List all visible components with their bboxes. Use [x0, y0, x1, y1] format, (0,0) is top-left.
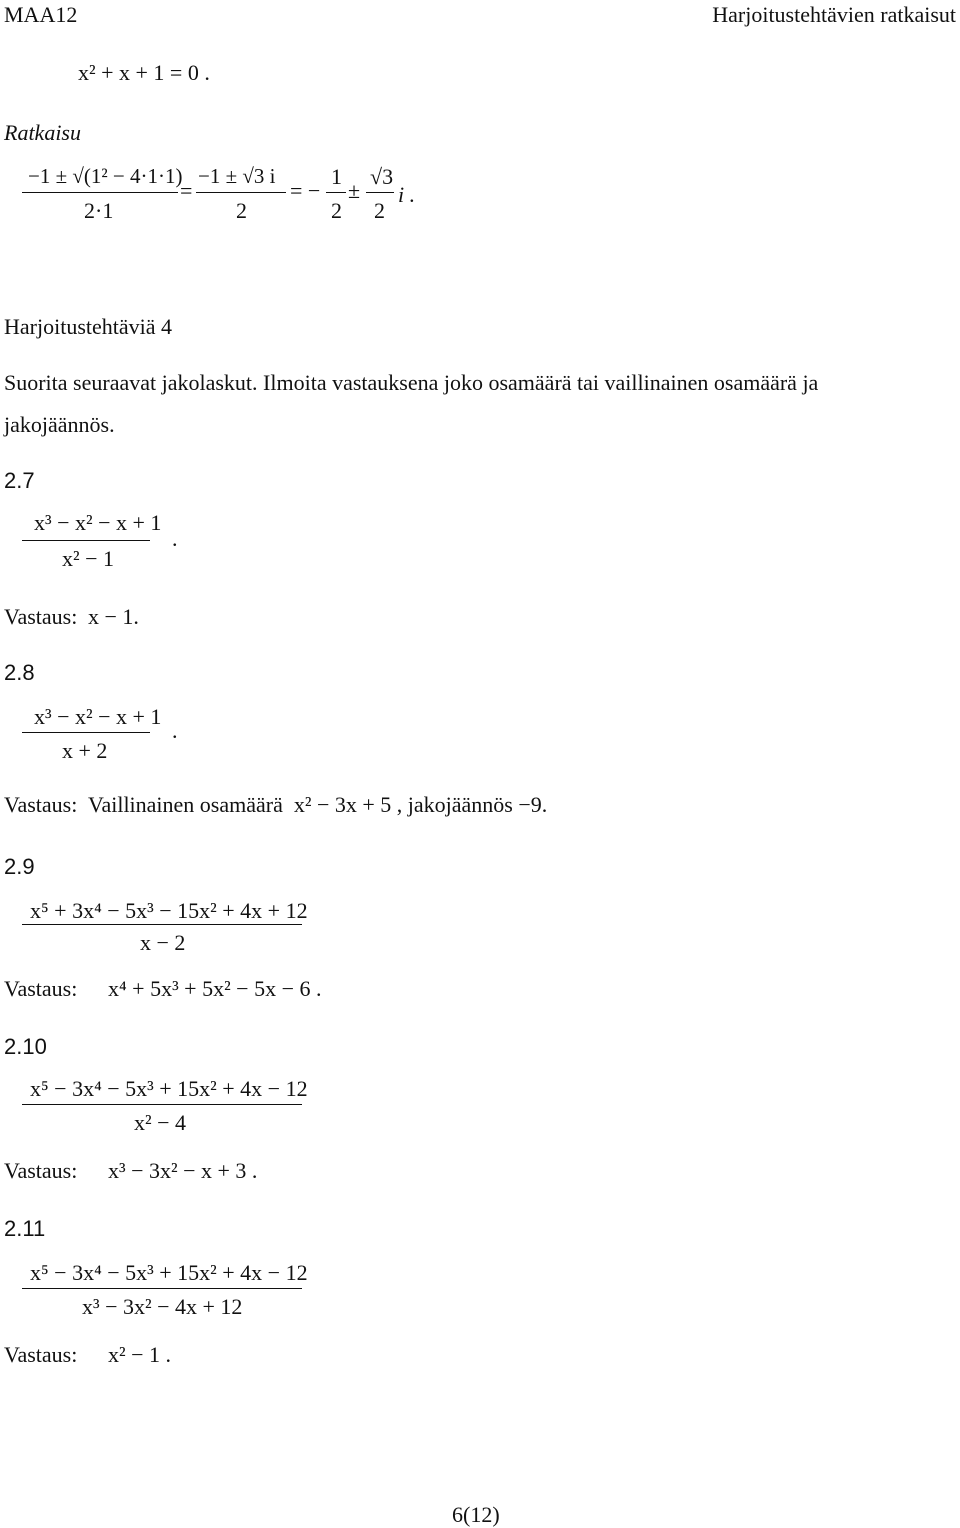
- exercise-number: 2.10: [4, 1034, 47, 1059]
- solution-tail: i .: [398, 182, 416, 207]
- solution-frac1-denominator: 2·1: [84, 198, 114, 223]
- exercise-number: 2.8: [4, 660, 35, 685]
- solution-frac2-denominator: 2: [236, 198, 247, 223]
- solution-frac4-denominator: 2: [374, 198, 385, 223]
- solution-frac2-bar: [196, 192, 286, 193]
- exercise-denominator: x³ − 3x² − 4x + 12: [82, 1294, 243, 1319]
- exercise-answer: x² − 1 .: [108, 1342, 172, 1367]
- exercise-number: 2.7: [4, 468, 35, 493]
- solution-label: Ratkaisu: [4, 120, 81, 145]
- intro-equation: x² + x + 1 = 0 .: [78, 60, 210, 85]
- solution-frac3-numerator: 1: [331, 164, 342, 189]
- solution-frac4-bar: [366, 192, 394, 193]
- exercise-suffix: .: [172, 526, 178, 551]
- fraction-bar: [22, 1288, 302, 1289]
- exercise-number: 2.9: [4, 854, 35, 879]
- exercise-denominator: x − 2: [140, 930, 186, 955]
- solution-frac2-numerator: −1 ± √3 i: [198, 164, 276, 188]
- answer-label: Vastaus:: [4, 792, 78, 817]
- exercise-numerator: x⁵ − 3x⁴ − 5x³ + 15x² + 4x − 12: [30, 1076, 308, 1101]
- fraction-bar: [22, 540, 150, 541]
- fraction-bar: [22, 732, 150, 733]
- exercise-suffix: .: [172, 718, 178, 743]
- exercise-answer: x − 1.: [88, 604, 139, 629]
- instructions-line-2: jakojäännös.: [4, 412, 115, 437]
- solution-frac3-bar: [326, 192, 346, 193]
- exercise-number: 2.11: [4, 1216, 46, 1241]
- exercise-answer: Vaillinainen osamäärä x² − 3x + 5 , jakojäännös −9.: [88, 792, 548, 817]
- answer-label: Vastaus:: [4, 1158, 78, 1183]
- header-right: Harjoitustehtävien ratkaisut: [712, 2, 956, 27]
- section-title: Harjoitustehtäviä 4: [4, 314, 173, 339]
- exercise-denominator: x + 2: [62, 738, 108, 763]
- solution-frac1-bar: [22, 192, 178, 193]
- instructions-line-1: Suorita seuraavat jakolaskut. Ilmoita vastauksena joko osamäärä tai vaillinainen osamäärä ja: [4, 370, 819, 395]
- page-number: 6(12): [452, 1502, 500, 1527]
- exercise-denominator: x² − 1: [62, 546, 115, 571]
- answer-label: Vastaus:: [4, 604, 78, 629]
- exercise-answer: x⁴ + 5x³ + 5x² − 5x − 6 .: [108, 976, 322, 1001]
- fraction-bar: [22, 924, 302, 925]
- answer-label: Vastaus:: [4, 976, 78, 1001]
- exercise-numerator: x⁵ + 3x⁴ − 5x³ − 15x² + 4x + 12: [30, 898, 308, 923]
- plus-minus-sign: ±: [348, 178, 361, 203]
- header-left: MAA12: [4, 2, 78, 27]
- answer-label: Vastaus:: [4, 1342, 78, 1367]
- solution-frac1-numerator: −1 ± √(1² − 4·1·1): [28, 164, 183, 188]
- fraction-bar: [22, 1104, 302, 1105]
- equals-sign-1: =: [180, 178, 193, 203]
- exercise-numerator: x³ − x² − x + 1: [34, 704, 162, 729]
- equals-minus-sign: = −: [290, 178, 321, 203]
- solution-frac4-numerator: √3: [370, 164, 394, 189]
- solution-frac3-denominator: 2: [331, 198, 342, 223]
- exercise-denominator: x² − 4: [134, 1110, 187, 1135]
- exercise-numerator: x⁵ − 3x⁴ − 5x³ + 15x² + 4x − 12: [30, 1260, 308, 1285]
- exercise-answer: x³ − 3x² − x + 3 .: [108, 1158, 258, 1183]
- exercise-numerator: x³ − x² − x + 1: [34, 510, 162, 535]
